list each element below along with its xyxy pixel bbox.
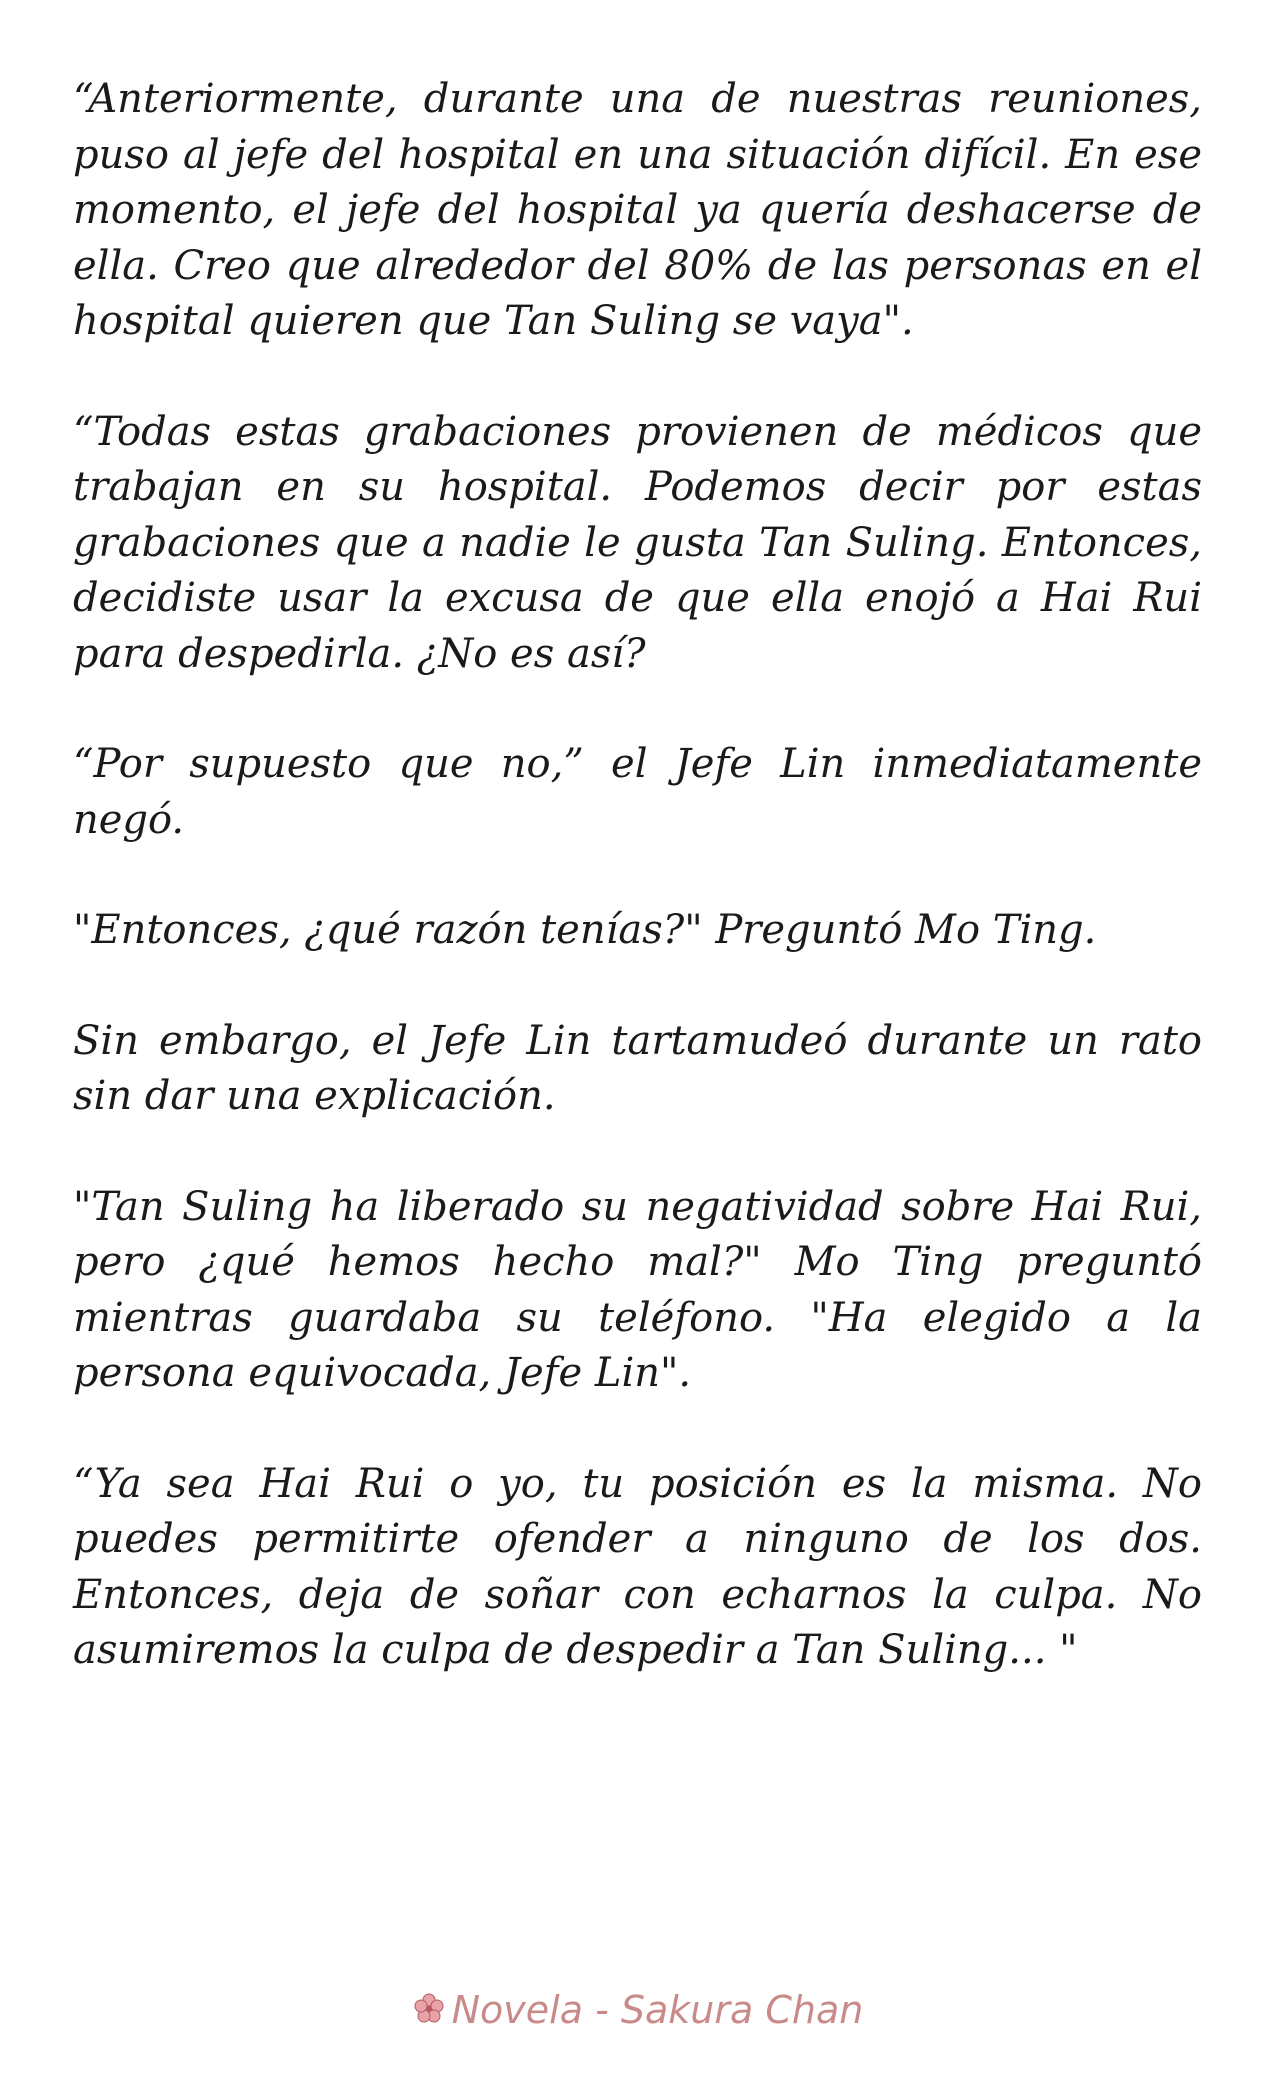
paragraph: Sin embargo, el Jefe Lin tartamudeó durante un rato sin dar una explicación. bbox=[73, 1017, 1202, 1119]
paragraph: “Anteriormente, durante una de nuestras reuniones, puso al jefe del hospital en una situación difícil. En ese momento, el jefe del hospital ya quería deshacerse de ella. Creo que alrededor del 80% de las personas en el hospital quieren que Tan Suling se vaya". bbox=[73, 76, 1202, 344]
paragraph: “Todas estas grabaciones provienen de médicos que trabajan en su hospital. Podemos decir por estas grabaciones que a nadie le gusta Tan Suling. Entonces, decidiste usar la excusa de que ella enojó a Hai Rui para despedirla. ¿No es así? bbox=[73, 408, 1202, 677]
chapter-text bbox=[73, 72, 1202, 1734]
watermark bbox=[0, 1988, 1275, 2032]
sakura-flower-icon bbox=[412, 1991, 446, 2025]
paragraph: “Por supuesto que no,” el Jefe Lin inmediatamente negó. bbox=[73, 741, 1202, 843]
paragraph: "Tan Suling ha liberado su negatividad sobre Hai Rui, pero ¿qué hemos hecho mal?" Mo Ting preguntó mientras guardaba su teléfono. "Ha elegido a la persona equivocada, Jefe Lin". bbox=[73, 1183, 1202, 1396]
watermark-text: Novela - Sakura Chan bbox=[451, 1988, 864, 2032]
paragraph: “Ya sea Hai Rui o yo, tu posición es la misma. No puedes permitirte ofender a ninguno de los dos. Entonces, deja de soñar con echarnos la culpa. No asumiremos la culpa de despedir a Tan Suling... " bbox=[73, 1460, 1202, 1673]
paragraph: "Entonces, ¿qué razón tenías?" Preguntó Mo Ting. bbox=[73, 907, 1097, 953]
